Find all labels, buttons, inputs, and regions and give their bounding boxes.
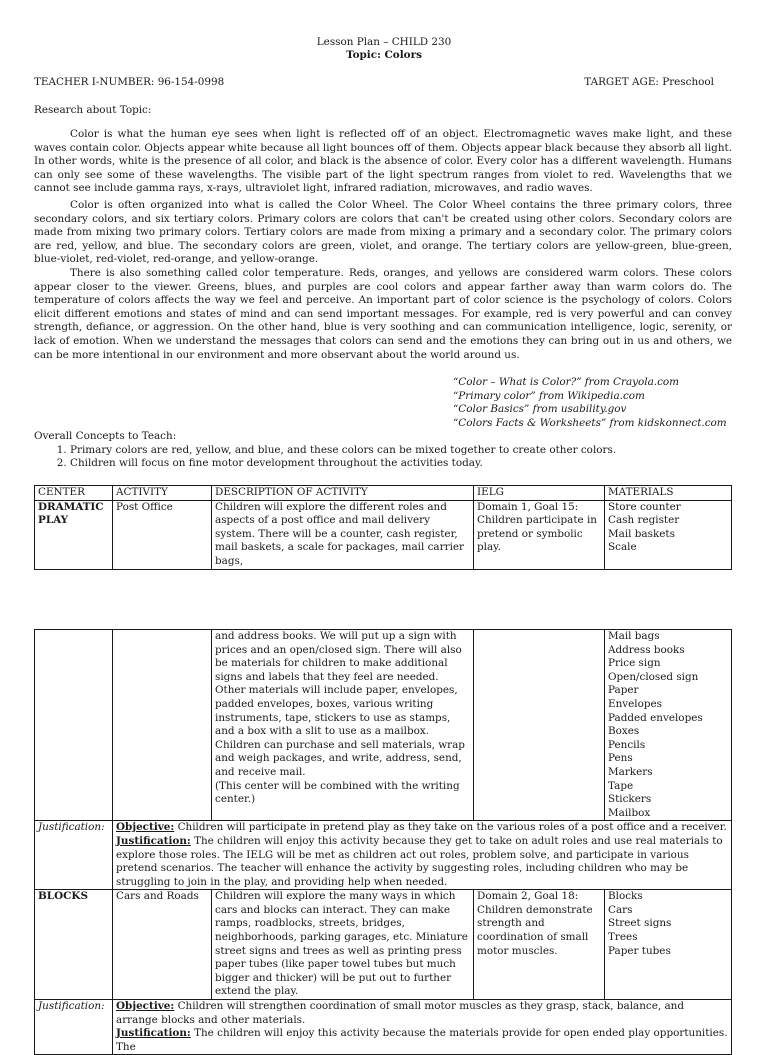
header-cell: ACTIVITY	[113, 486, 212, 501]
justification-inner-label: Justification:	[116, 1027, 191, 1040]
teacher-number: TEACHER I-NUMBER: 96-154-0998	[34, 76, 225, 88]
objective-label: Objective:	[116, 1000, 175, 1013]
ielg-cell: Domain 2, Goal 18: Children demonstrate strength and coordination of small motor muscles.	[474, 890, 605, 1000]
list-item: Pencils	[608, 738, 646, 751]
citation: “Colors Facts & Worksheets” from kidskonnect.com	[453, 416, 727, 429]
activity-cell: Post Office	[113, 500, 212, 569]
list-item: Mail baskets	[608, 527, 675, 540]
justification-cell	[113, 1000, 732, 1055]
list-item: Stickers	[608, 793, 652, 806]
info-row	[34, 76, 714, 90]
research-paragraph-2: Color is often organized into what is called the Color Wheel. The Color Wheel contains the three primary colors, three secondary colors, and six tertiary colors. Primary colors are colors that can't be created using other colors. Secondary colors are made from mixing two primary colors. Tertiary colors are made from mixing a primary and a secondary color. The primary colors are red, yellow, and blue. The secondary colors are green, violet, and orange. The tertiary colors are yellow-green, blue-green, blue-violet, red-violet, red-orange, and yellow-orange.	[34, 199, 732, 266]
list-item: Street signs	[608, 917, 672, 930]
list-item: Pens	[608, 752, 633, 765]
research-label: Research about Topic:	[34, 104, 152, 116]
list-item: Address books	[608, 643, 685, 656]
list-item: Mail bags	[608, 630, 660, 642]
ielg-cell: Domain 1, Goal 15: Children participate in pretend or symbolic play.	[474, 500, 605, 569]
citations	[453, 376, 727, 430]
materials-cell	[605, 890, 732, 1000]
justification-text: The children will enjoy this activity because the materials provide for open ended play opportunities. The	[116, 1027, 728, 1053]
objective-text: Children will participate in pretend play as they take on the various roles of a post office and a receiver.	[177, 821, 727, 834]
ielg-cell	[474, 630, 605, 821]
header-cell: CENTER	[35, 486, 113, 501]
concepts-list	[34, 444, 616, 471]
list-item: Store counter	[608, 500, 681, 513]
description-cell: Children will explore the different roles and aspects of a post office and mail delivery system. There will be a counter, cash register, mail baskets, a scale for packages, mail carrier bags,	[212, 500, 474, 569]
document-title: Lesson Plan – CHILD 230	[316, 36, 452, 48]
document-topic: Topic: Colors	[346, 49, 422, 61]
table-header-row	[35, 486, 732, 501]
concepts-section	[34, 430, 616, 471]
list-item: Envelopes	[608, 697, 663, 710]
description-cell: and address books. We will put up a sign with prices and an open/closed sign. There will also be materials for children to make additional signs and labels that they feel are needed. Other materials will include paper, envelopes, padded envelopes, boxes, various writing instruments, tape, stickers to use as stamps, and a box with a slit to use as a mailbox. Children can purchase and sell materials, wrap and weigh packages, and write, address, send, and receive mail. (This center will be combined with the writing center.)	[212, 630, 474, 821]
list-item: Blocks	[608, 890, 643, 903]
materials-cell	[605, 500, 732, 569]
activity-cell	[113, 630, 212, 821]
research-paragraph-1: Color is what the human eye sees when light is reflected off of an object. Electromagnetic waves make light, and these waves contain color. Objects appear white because all light bounces off of them. Objects appear black because they absorb all light. In other words, white is the presence of all color, and black is the absence of color. Every color has a different wavelength. Humans can only see some of these wavelengths. The visible part of the light spectrum ranges from violet to red. Wavelengths that we cannot see include gamma rays, x-rays, ultraviolet light, infrared radiation, microwaves, and radio waves.	[34, 128, 732, 195]
citation: “Color – What is Color?” from Crayola.com	[453, 376, 680, 388]
research-paragraph-3: There is also something called color temperature. Reds, oranges, and yellows are considered warm colors. These colors appear closer to the viewer. Greens, blues, and purples are cool colors and appear farther away than warm colors do. The temperature of colors affects the way we feel and perceive. An important part of color science is the psychology of colors. Colors elicit different emotions and states of mind and can send important messages. For example, red is very powerful and can convey strength, defiance, or aggression. On the other hand, blue is very soothing and can communication intelligence, logic, serenity, or lack of emotion. When we understand the messages that colors can send and the emotions they can bring out in us and others, we can be more intentional in our environment and more observant about the world around us.	[34, 267, 732, 361]
list-item: Scale	[608, 541, 637, 554]
list-item: Cars	[608, 903, 633, 916]
list-item: Markers	[608, 765, 653, 778]
justification-cell	[113, 821, 732, 890]
justification-label: Justification:	[35, 821, 113, 890]
citation: “Primary color” from Wikipedia.com	[453, 389, 645, 402]
list-item: Open/closed sign	[608, 670, 699, 683]
table-row	[35, 890, 732, 1000]
materials-cell	[605, 630, 732, 821]
list-item: 1. Primary colors are red, yellow, and blue, and these colors can be mixed together to create other colors.	[70, 444, 616, 458]
list-item: Cash register	[608, 514, 680, 527]
description-cell: Children will explore the many ways in which cars and blocks can interact. They can make ramps, roadblocks, streets, bridges, neighborhoods, parking garages, etc. Miniature street signs and trees as well as printing press paper tubes (like paper towel tubes but much bigger and thicker) will be put out to further extend the play.	[212, 890, 474, 1000]
activity-table-part-2	[34, 629, 732, 1055]
table-row	[35, 500, 732, 569]
list-item: Boxes	[608, 725, 640, 738]
justification-text: The children will enjoy this activity because they get to take on adult roles and use real materials to explore those roles. The IELG will be met as children act out roles, problem solve, and participate in various pretend scenarios. The teacher will enhance the activity by suggesting roles, including children who may be struggling to join in the play, and providing help when needed.	[116, 834, 723, 888]
target-age: TARGET AGE: Preschool	[584, 76, 714, 88]
list-item: Mailbox	[608, 806, 651, 819]
list-item: Price sign	[608, 657, 661, 670]
center-cell: BLOCKS	[35, 890, 113, 1000]
justification-inner-label: Justification:	[116, 834, 191, 847]
list-item: Tape	[608, 779, 634, 792]
list-item: Trees	[608, 931, 638, 944]
header-cell: IELG	[474, 486, 605, 501]
list-item: Padded envelopes	[608, 711, 703, 724]
citation: “Color Basics” from usability.gov	[453, 403, 627, 416]
center-cell	[35, 630, 113, 821]
header-cell: MATERIALS	[605, 486, 732, 501]
list-item: Paper	[608, 684, 639, 697]
table-row	[35, 821, 732, 890]
table-row	[35, 630, 732, 821]
center-cell: DRAMATIC PLAY	[35, 500, 113, 569]
objective-label: Objective:	[116, 821, 175, 834]
table-row	[35, 1000, 732, 1055]
concepts-label: Overall Concepts to Teach:	[34, 430, 177, 442]
activity-table-part-1	[34, 485, 732, 570]
header-cell: DESCRIPTION OF ACTIVITY	[212, 486, 474, 501]
list-item: 2. Children will focus on fine motor development throughout the activities today.	[70, 457, 616, 471]
activity-cell: Cars and Roads	[113, 890, 212, 1000]
objective-text: Children will strengthen coordination of small motor muscles as they grasp, stack, balance, and arrange blocks and other materials.	[116, 1000, 685, 1026]
list-item: Paper tubes	[608, 944, 671, 957]
justification-label: Justification:	[35, 1000, 113, 1055]
